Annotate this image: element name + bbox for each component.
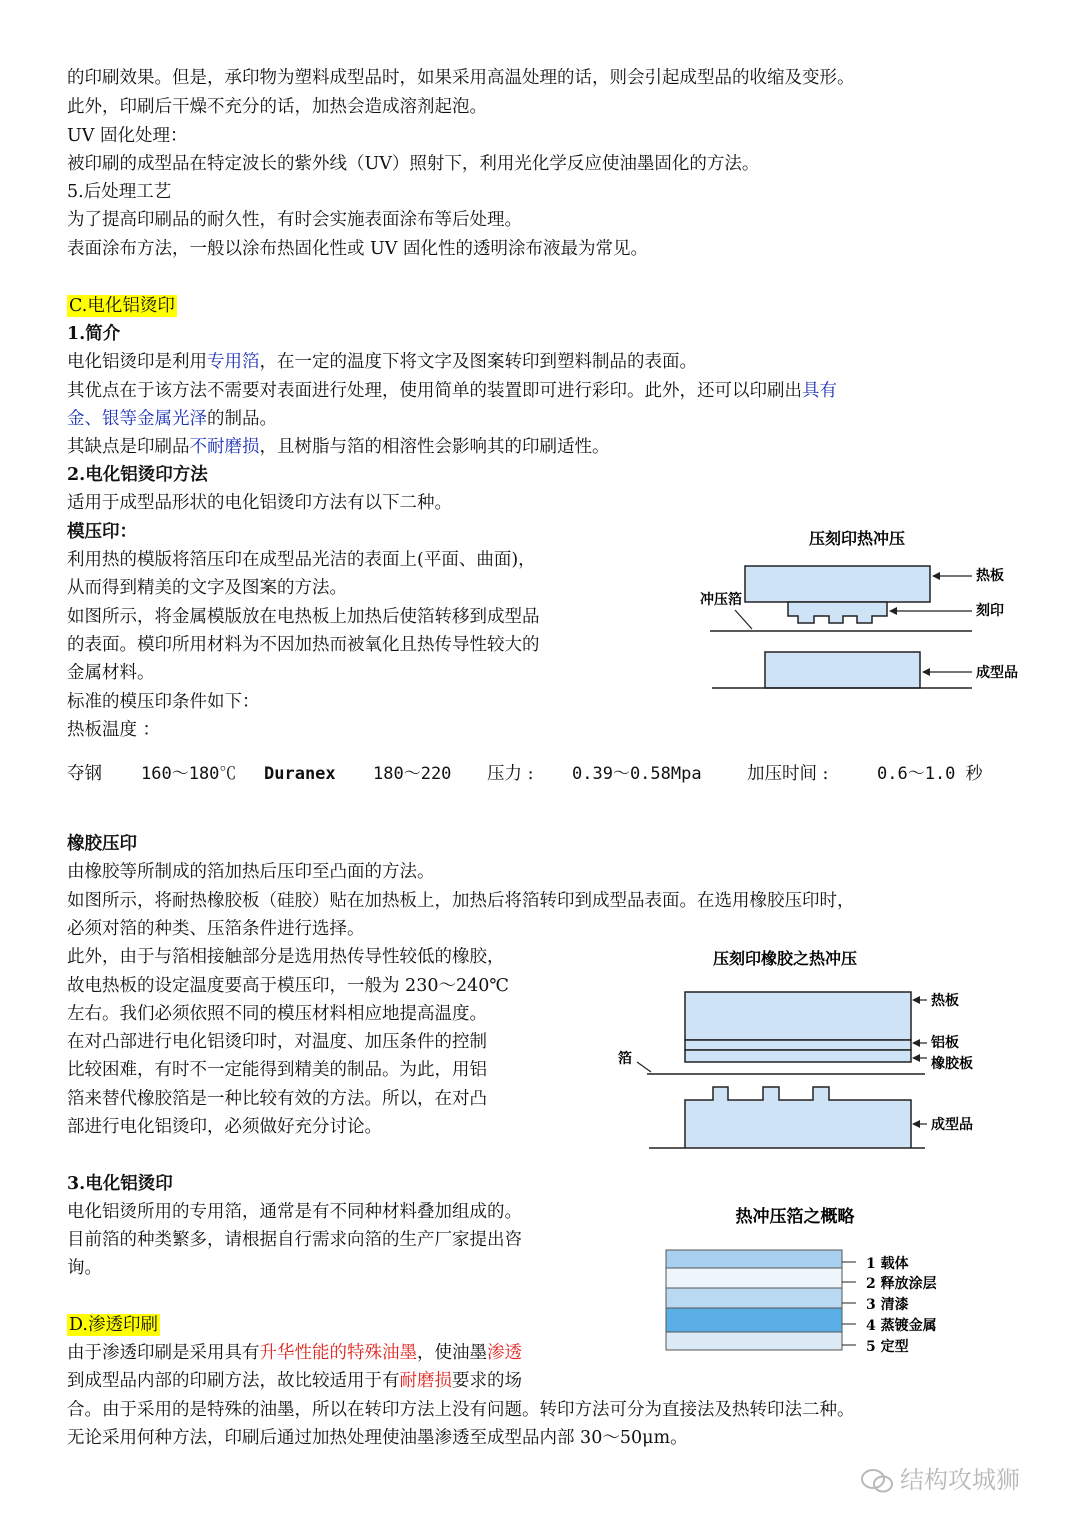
diagram-title: 压刻印热冲压 — [808, 529, 906, 548]
text: 由于渗透印刷是采用具有 — [67, 1343, 260, 1363]
hot-stamping-diagram — [700, 520, 1030, 700]
label-molded-part: 成型品 — [976, 665, 1018, 681]
arrow-head — [912, 1039, 920, 1047]
pressure-value: 0.39～0.58Mpa — [572, 764, 702, 784]
arrow-head — [922, 668, 930, 676]
molded-part — [685, 1087, 911, 1148]
time-value: 0.6～1.0 秒 — [877, 764, 983, 784]
paragraph-line: 故电热板的设定温度要高于模压印，一般为 230～240℃ — [67, 976, 509, 996]
paragraph-line: 被印刷的成型品在特定波长的紫外线（UV）照射下，利用光化学反应使油墨固化的方法。 — [67, 154, 760, 174]
paragraph-line: 从而得到精美的文字及图案的方法。 — [67, 578, 347, 598]
temperature-value: 180～220 — [373, 764, 452, 784]
emphasis-red: 渗透 — [487, 1343, 522, 1363]
paragraph-line: 热板温度 ： — [67, 720, 161, 740]
watermark — [860, 1460, 1020, 1495]
paragraph-line: 比较困难，有时不一定能得到精美的制品。为此，用铝 — [67, 1060, 487, 1080]
subheading: 3.电化铝烫印 — [67, 1174, 173, 1194]
hot-plate — [685, 992, 911, 1040]
paragraph-line: 适用于成型品形状的电化铝烫印方法有以下二种。 — [67, 493, 452, 513]
paragraph-line: 左右。我们必须依照不同的模压材料相应地提高温度。 — [67, 1004, 487, 1024]
leader-line — [637, 1062, 651, 1072]
section-heading-d — [67, 1313, 160, 1337]
text: 其优点在于该方法不需要对表面进行处理，使用简单的装置即可进行彩印。此外，还可以印刷出 — [67, 381, 802, 401]
paragraph-line: 的印刷效果。但是，承印物为塑料成型品时，如果采用高温处理的话，则会引起成型品的收缩及变形。 — [67, 68, 855, 88]
paragraph-line — [67, 379, 837, 403]
material-name: Duranex — [264, 764, 336, 784]
text: ，且树脂与箔的相溶性会影响其的印刷适性。 — [259, 437, 610, 457]
layer-label: 5 定型 — [866, 1339, 909, 1355]
leader-line — [735, 610, 752, 629]
arrow-head — [912, 996, 920, 1004]
paragraph-line: UV 固化处理： — [67, 126, 188, 146]
paragraph-line — [67, 1341, 522, 1365]
highlighted-heading: C.电化铝烫印 — [69, 296, 175, 316]
layer-label: 2 释放涂层 — [866, 1276, 937, 1292]
label-molded-part: 成型品 — [931, 1117, 973, 1133]
text: 到成型品内部的印刷方法，故比较适用于有 — [67, 1371, 400, 1391]
highlighted-heading: D.渗透印刷 — [69, 1315, 158, 1335]
paragraph-line: 此外，印刷后干燥不充分的话，加热会造成溶剂起泡。 — [67, 97, 487, 117]
paragraph-line: 此外，由于与箔相接触部分是选用热传导性较低的橡胶， — [67, 947, 505, 967]
wechat-icon — [860, 1468, 894, 1494]
emphasis-blue: 专用箔 — [207, 352, 260, 372]
layer-metal — [666, 1308, 842, 1332]
aluminum-plate — [685, 1040, 911, 1050]
label-stamp: 刻印 — [976, 603, 1004, 619]
paragraph-line — [67, 1369, 522, 1393]
emphasis-red: 耐磨损 — [399, 1371, 452, 1391]
diagram-title: 压刻印橡胶之热冲压 — [712, 949, 858, 968]
text: 的制品。 — [207, 409, 277, 429]
paragraph-line: 标准的模压印条件如下： — [67, 692, 260, 712]
text: 电化铝烫印是利用 — [67, 352, 207, 372]
text: 其缺点是印刷品 — [67, 437, 190, 457]
rubber-plate — [685, 1050, 911, 1062]
paragraph-line: 利用热的模版将箔压印在成型品光洁的表面上(平面、曲面)， — [67, 550, 536, 570]
watermark-text: 结构攻城狮 — [900, 1466, 1020, 1494]
paragraph-line — [67, 435, 610, 459]
arrow-head — [889, 607, 897, 615]
molded-part — [765, 652, 920, 688]
subheading: 1.简介 — [67, 324, 121, 344]
subheading: 5.后处理工艺 — [67, 182, 172, 202]
paragraph-line: 如图所示，将金属模版放在电热板上加热后使箔转移到成型品 — [67, 607, 540, 627]
label-foil: 箔 — [618, 1051, 632, 1067]
subheading: 模压印： — [67, 522, 137, 542]
paragraph-line: 合。由于采用的是特殊的油墨，所以在转印方法上没有问题。转印方法可分为直接法及热转印法二种。 — [67, 1400, 855, 1420]
label-hot-plate: 热板 — [976, 568, 1004, 584]
emphasis-blue: 不耐磨损 — [189, 437, 260, 457]
text: 要求的场 — [452, 1371, 522, 1391]
paragraph-line: 箔来替代橡胶箔是一种比较有效的方法。所以，在对凸 — [67, 1089, 487, 1109]
paragraph-line: 部进行电化铝烫印，必须做好充分讨论。 — [67, 1117, 382, 1137]
label-rubber-plate: 橡胶板 — [931, 1056, 973, 1072]
layer-label: 1 载体 — [866, 1256, 909, 1272]
paragraph-line: 必须对箔的种类、压箔条件进行选择。 — [67, 919, 365, 939]
layer-label: 4 蒸镀金属 — [866, 1318, 937, 1334]
arrow-head — [912, 1054, 920, 1062]
temperature-value: 160～180℃ — [141, 764, 237, 784]
text: ，使油墨 — [417, 1343, 487, 1363]
paragraph-line: 询。 — [67, 1258, 102, 1278]
foil-structure-diagram — [660, 1198, 970, 1368]
paragraph-line: 如图所示，将耐热橡胶板（硅胶）贴在加热板上，加热后将箔转印到成型品表面。在选用橡胶压印时， — [67, 891, 855, 911]
paragraph-line: 无论采用何种方法，印刷后通过加热处理使油墨渗透至成型品内部 30～50μm。 — [67, 1428, 688, 1448]
layer-carrier — [666, 1250, 842, 1268]
arrow-head — [912, 1120, 920, 1128]
paragraph-line: 表面涂布方法，一般以涂布热固化性或 UV 固化性的透明涂布液最为常见。 — [67, 239, 649, 259]
layer-label: 3 清漆 — [866, 1297, 909, 1313]
label-foil: 冲压箔 — [700, 592, 742, 608]
paragraph-line — [67, 407, 277, 431]
diagram-title: 热冲压箔之概略 — [735, 1207, 855, 1227]
hot-plate — [745, 566, 930, 602]
paragraph-line: 由橡胶等所制成的箔加热后压印至凸面的方法。 — [67, 862, 435, 882]
arrow-head — [932, 572, 940, 580]
subheading: 橡胶压印 — [67, 834, 137, 854]
paragraph-line: 的表面。模印所用材料为不因加热而被氧化且热传导性较大的 — [67, 635, 540, 655]
engraved-die — [788, 602, 887, 623]
emphasis-blue: 具有 — [802, 381, 837, 401]
paragraph-line — [67, 350, 697, 374]
paragraph-line: 电化铝烫所用的专用箔，通常是有不同种材料叠加组成的。 — [67, 1202, 522, 1222]
material-name: 夺钢 — [67, 764, 102, 784]
paragraph-line: 在对凸部进行电化铝烫印时，对温度、加压条件的控制 — [67, 1032, 487, 1052]
label-aluminum-plate: 铝板 — [931, 1035, 959, 1051]
time-label: 加压时间 : — [747, 764, 829, 784]
text: ，在一定的温度下将文字及图案转印到塑料制品的表面。 — [259, 352, 697, 372]
pressure-label: 压力 : — [487, 764, 534, 784]
label-hot-plate: 热板 — [931, 993, 959, 1009]
paragraph-line: 金属材料。 — [67, 663, 155, 683]
section-heading-c — [67, 294, 177, 318]
layer-release-coat — [666, 1268, 842, 1288]
layer-size — [666, 1332, 842, 1350]
layer-varnish — [666, 1288, 842, 1308]
emphasis-blue: 金、银等金属光泽 — [67, 409, 207, 429]
conditions-row — [67, 762, 1067, 786]
paragraph-line: 为了提高印刷品的耐久性，有时会实施表面涂布等后处理。 — [67, 210, 522, 230]
paragraph-line: 目前箔的种类繁多，请根据自行需求向箔的生产厂家提出咨 — [67, 1230, 522, 1250]
subheading: 2.电化铝烫印方法 — [67, 465, 208, 485]
rubber-stamping-diagram — [605, 940, 1005, 1152]
emphasis-red: 升华性能的特殊油墨 — [259, 1343, 417, 1363]
